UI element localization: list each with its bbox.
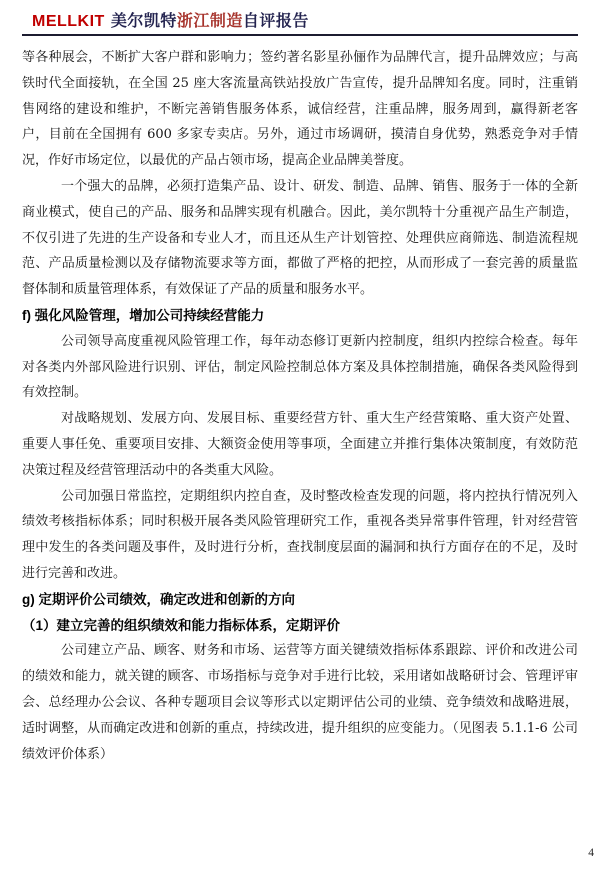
header-title-middle: 浙江制造	[176, 11, 243, 30]
document-body	[22, 45, 578, 767]
page-number: 4	[588, 847, 594, 859]
paragraph-brand-promotion: 等各种展会，不断扩大客户群和影响力；签约著名影星孙俪作为品牌代言，提升品牌效应；与高铁时代全面接轨，在全国 25 座大客流量高铁站投放广告宣传，提升品牌知名度。同时，注重销售网络的建设和维护，不断完善销售服务体系，诚信经营，注重品牌，服务周到，赢得新老客户，目前在全国拥有 600 多家专卖店。另外，通过市场调研，摸清自身优势，熟悉竞争对手情况，作好市场定位，以最优的产品占领市场，提高企业品牌美誉度。	[22, 50, 578, 169]
header-title-suffix: 自评报告	[242, 11, 309, 30]
heading-risk-management: f) 强化风险管理，增加公司持续经营能力	[22, 307, 265, 323]
heading-kpi-system: （1）建立完善的组织绩效和能力指标体系，定期评价	[22, 617, 341, 633]
brand-logo-text: MELLKIT	[32, 13, 105, 30]
paragraph-brand-model: 一个强大的品牌，必须打造集产品、设计、研发、制造、品牌、销售、服务于一体的全新商业模式，使自己的产品、服务和品牌实现有机融合。因此，美尔凯特十分重视产品生产制造，不仅引进了先进的生产设备和专业人才，而且还从生产计划管控、处理供应商筛选、制造流程规范、产品质量检测以及存储物流要求等方面，都做了严格的把控，从而形成了一套完善的质量监督体制和质量管理体系，有效保证了产品的质量和服务水平。	[22, 178, 578, 298]
paragraph-collective-decision: 对战略规划、发展方向、发展目标、重要经营方针、重大生产经营策略、重大资产处置、重要人事任免、重要项目安排、大额资金使用等事项，全面建立并推行集体决策制度，有效防范决策过程及经营管理活动中的各类重大风险。	[22, 411, 578, 478]
paragraph-kpi-tracking: 公司建立产品、顾客、财务和市场、运营等方面关键绩效指标体系跟踪、评价和改进公司的绩效和能力，就关键的顾客、市场指标与竞争对手进行比较，采用诸如战略研讨会、管理评审会、总经理办公会议、各种专题项目会议等形式以定期评估公司的业绩、竞争绩效和战略进展，适时调整，从而确定改进和创新的重点，持续改进，提升组织的应变能力。（见图表 5.1.1-6 公司绩效评价体系）	[22, 643, 578, 762]
heading-performance-evaluation: g) 定期评价公司绩效，确定改进和创新的方向	[22, 591, 295, 607]
header-title-company: 美尔凯特	[110, 11, 177, 30]
header-divider	[22, 34, 578, 36]
report-header	[22, 8, 578, 31]
paragraph-daily-monitoring: 公司加强日常监控，定期组织内控自查，及时整改检查发现的问题，将内控执行情况列入绩效考核指标体系；同时积极开展各类风险管理研究工作，重视各类异常事件管理，针对经营管理中发生的各类问题及事件，及时进行分析，查找制度层面的漏洞和执行方面存在的不足，及时进行完善和改进。	[22, 488, 578, 581]
paragraph-risk-control: 公司领导高度重视风险管理工作，每年动态修订更新内控制度，组织内控综合检查。每年对各类内外部风险进行识别、评估，制定风险控制总体方案及具体控制措施，确保各类风险得到有效控制。	[22, 333, 578, 401]
